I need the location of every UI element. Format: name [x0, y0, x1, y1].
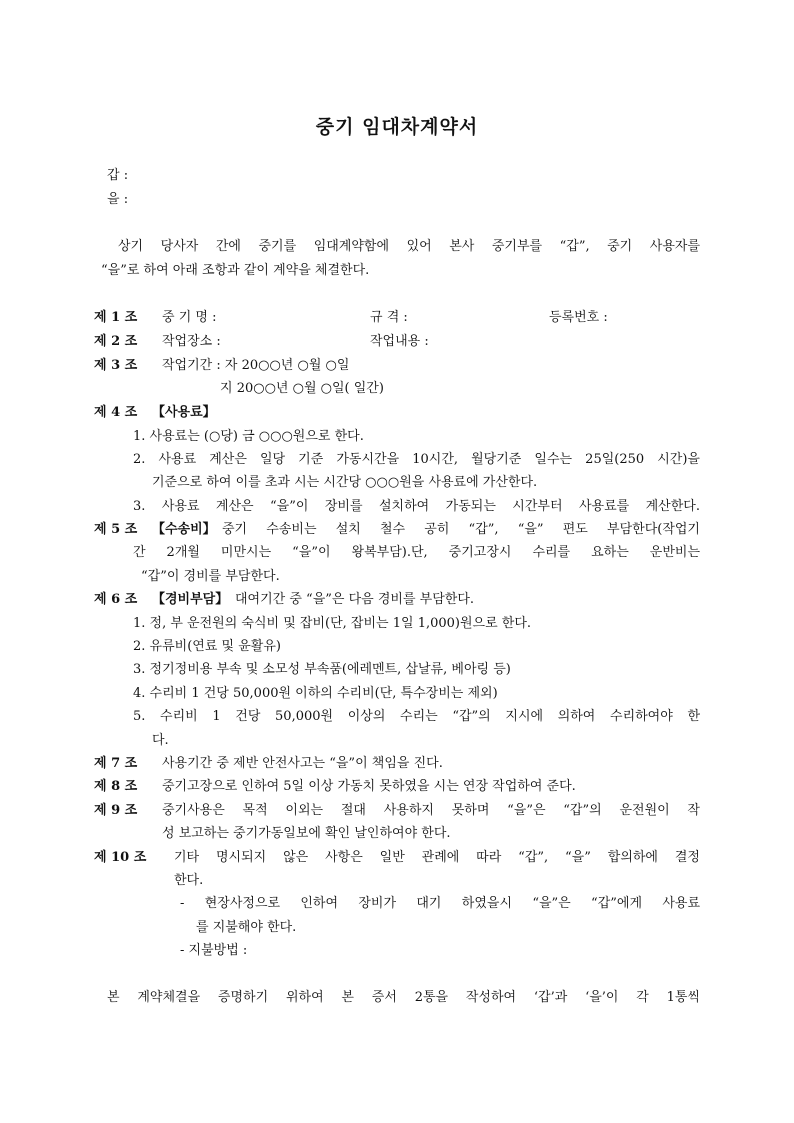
- party-eul: 을 :: [107, 192, 129, 207]
- article-10-label: 제 10 조: [94, 850, 147, 865]
- party-gap: 갑 :: [107, 168, 129, 183]
- article-1-registration-label: 등록번호 :: [549, 310, 608, 325]
- article-10-sub-1-line-2: 를 지불해야 한다.: [196, 920, 297, 935]
- article-9-label: 제 9 조: [94, 803, 138, 818]
- article-10-line-2: 한다.: [174, 873, 204, 888]
- article-5-line-2: 간 2개월 미만시는 “을”이 왕복부담).단, 중기고장시 수리를 요하는 운반비는: [133, 545, 700, 560]
- article-6-item-2: 2. 유류비(연료 및 윤활유): [133, 639, 281, 654]
- intro-line-1: 상기 당사자 간에 중기를 임대계약함에 있어 본사 중기부를 “갑”, 중기 사용자를: [118, 239, 700, 254]
- article-2-work-content-label: 작업내용 :: [370, 334, 429, 349]
- article-8-label: 제 8 조: [94, 779, 138, 794]
- article-4-item-2-line-2: 기준으로 하여 이를 초과 시는 시간당 ○○○원을 사용료에 가산한다.: [152, 475, 538, 490]
- article-5-line-3: “갑”이 경비를 부담한다.: [141, 569, 280, 584]
- article-10-line-1: 기타 명시되지 않은 사항은 일반 관례에 따라 “갑”, “을” 합의하에 결정: [174, 850, 700, 865]
- article-10-sub-1-line-1: - 현장사정으로 인하여 장비가 대기 하였을시 “을”은 “갑”에게 사용료: [180, 896, 700, 911]
- intro-line-2: “을”로 하여 아래 조항과 같이 계약을 체결한다.: [101, 263, 370, 278]
- article-7-label: 제 7 조: [94, 756, 138, 771]
- article-7-text: 사용기간 중 제반 안전사고는 “을”이 책임을 진다.: [162, 756, 443, 771]
- article-3-label: 제 3 조: [94, 358, 138, 373]
- article-4-label: 제 4 조: [94, 405, 138, 420]
- article-5-heading: 【수송비】: [152, 522, 216, 537]
- article-5-label: 제 5 조: [94, 522, 138, 537]
- article-6-item-5-line-1: 5. 수리비 1 건당 50,000원 이상의 수리는 “갑”의 지시에 의하여 수리하여야 한: [133, 709, 700, 724]
- document-title: 중기 임대차계약서: [315, 116, 479, 138]
- article-10-sub-2: - 지불방법 :: [180, 943, 248, 958]
- article-2-label: 제 2 조: [94, 334, 138, 349]
- closing-line-1: 본 계약체결을 증명하기 위하여 본 증서 2통을 작성하여 ‘갑’과 ‘을’이 각 1통씩: [107, 990, 700, 1005]
- article-2-work-place-label: 작업장소 :: [162, 334, 221, 349]
- article-6-label: 제 6 조: [94, 592, 138, 607]
- article-4-heading: 【사용료】: [152, 405, 216, 420]
- article-6-item-1: 1. 정, 부 운전원의 숙식비 및 잡비(단, 잡비는 1일 1,000)원으로 한다.: [133, 616, 532, 631]
- article-6-item-3: 3. 정기정비용 부속 및 소모성 부속품(에레멘트, 삽날류, 베아링 등): [133, 662, 511, 677]
- article-1-equipment-name-label: 중 기 명 :: [162, 310, 217, 325]
- article-6-heading: 【경비부담】: [152, 592, 229, 607]
- article-8-text: 중기고장으로 인하여 5일 이상 가동치 못하였을 시는 연장 작업하여 준다.: [162, 779, 576, 794]
- article-9-line-2: 성 보고하는 중기가동일보에 확인 날인하여야 한다.: [162, 826, 451, 841]
- article-6-item-5-line-2: 다.: [152, 733, 169, 748]
- article-1-label: 제 1 조: [94, 310, 138, 325]
- article-6-line-1: 대여기간 중 “을”은 다음 경비를 부담한다.: [235, 592, 475, 607]
- article-3-period-line-2: 지 20○○년 ○월 ○일( 일간): [220, 381, 384, 396]
- article-9-line-1: 중기사용은 목적 이외는 절대 사용하지 못하며 “을”은 “갑”의 운전원이 작: [162, 803, 700, 818]
- article-6-item-4: 4. 수리비 1 건당 50,000원 이하의 수리비(단, 특수장비는 제외): [133, 686, 498, 701]
- article-3-period-line-1: 작업기간 : 자 20○○년 ○월 ○일: [162, 358, 350, 373]
- article-5-line-1: 중기 수송비는 설치 철수 공히 “갑”, “을” 편도 부담한다(작업기: [222, 522, 700, 537]
- article-4-item-2-line-1: 2. 사용료 계산은 일당 기준 가동시간을 10시간, 월당기준 일수는 25일(250 시간)을: [133, 452, 700, 467]
- article-4-item-3: 3. 사용료 계산은 “을”이 장비를 설치하여 가동되는 시간부터 사용료를 계산한다.: [133, 499, 700, 514]
- article-1-spec-label: 규 격 :: [370, 310, 408, 325]
- article-4-item-1: 1. 사용료는 (○당) 금 ○○○원으로 한다.: [133, 429, 364, 444]
